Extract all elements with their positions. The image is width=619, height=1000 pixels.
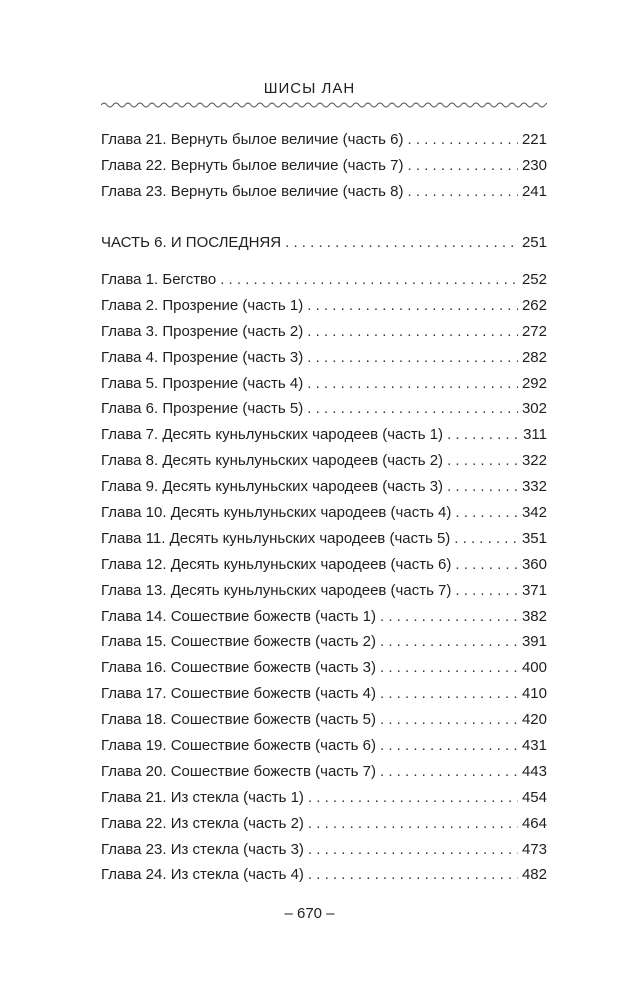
toc-entry-page: 302 [521, 400, 547, 418]
toc-entry-page: 454 [521, 788, 547, 806]
toc-entry-title: Глава 4. Прозрение (часть 3) [101, 348, 304, 366]
toc-leader-dots [380, 608, 518, 625]
toc-entry [101, 789, 547, 815]
toc-entry-title: Глава 16. Сошествие божеств (часть 3) [101, 659, 376, 677]
toc-leader-dots [308, 815, 518, 832]
toc-entry-page: 332 [521, 478, 547, 496]
toc-entry-page: 262 [521, 296, 547, 314]
toc-entry-title: Глава 21. Вернуть былое величие (часть 6) [101, 131, 404, 148]
toc-entry [101, 157, 547, 183]
toc-entry [101, 711, 547, 737]
toc-leader-dots [408, 131, 518, 148]
toc-entry-title: Глава 2. Прозрение (часть 1) [101, 296, 304, 314]
toc-leader-dots [447, 426, 519, 443]
toc-entry [101, 452, 547, 478]
toc-entry-title: Глава 24. Из стекла (часть 4) [101, 866, 304, 884]
toc-entry-page: 391 [521, 633, 547, 651]
toc-entry-title: Глава 18. Сошествие божеств (часть 5) [101, 711, 376, 729]
toc-entry-title: Глава 6. Прозрение (часть 5) [101, 400, 304, 418]
toc-entry-page: 221 [521, 131, 547, 148]
toc-entry-title: Глава 22. Вернуть былое величие (часть 7) [101, 156, 404, 174]
toc-entry-page: 272 [521, 322, 547, 340]
toc-leader-dots [307, 297, 518, 314]
toc-entry-title: Глава 21. Из стекла (часть 1) [101, 788, 304, 806]
toc-leader-dots [380, 685, 518, 702]
toc-entry-page: 241 [521, 182, 547, 200]
toc-leader-dots [408, 157, 518, 174]
toc-entry-title: Глава 23. Из стекла (часть 3) [101, 840, 304, 858]
toc-entry-page: 360 [521, 555, 547, 573]
toc-leader-dots [408, 183, 518, 200]
toc-entry-title: Глава 14. Сошествие божеств (часть 1) [101, 607, 376, 625]
toc-leader-dots [380, 659, 518, 676]
toc-entry [101, 131, 547, 157]
toc-leader-dots [307, 323, 518, 340]
toc-list-part5-tail [101, 131, 547, 209]
toc-entry-page: 431 [521, 737, 547, 755]
toc-entry [101, 375, 547, 401]
toc-entry-page: 342 [521, 504, 547, 522]
toc-entry [101, 659, 547, 685]
toc-leader-dots [454, 530, 518, 547]
toc-entry [101, 426, 547, 452]
toc-leader-dots [447, 478, 518, 495]
toc-entry-title: Глава 12. Десять куньлуньских чародеев (часть 6) [101, 555, 452, 573]
toc-entry-title: Глава 20. Сошествие божеств (часть 7) [101, 762, 376, 780]
toc-part-heading [101, 234, 547, 260]
toc-leader-dots [380, 737, 518, 754]
toc-leader-dots [447, 452, 518, 469]
toc-entry-title: Глава 1. Бегство [101, 271, 217, 288]
toc-entry-page: 230 [521, 156, 547, 174]
toc-leader-dots [308, 866, 518, 883]
running-header: ШИСЫ ЛАН [263, 80, 356, 97]
toc-entry-page: 282 [521, 348, 547, 366]
toc-entry-page: 473 [521, 840, 547, 858]
toc-entry-page: 400 [521, 659, 547, 677]
toc-leader-dots [307, 375, 518, 392]
toc-entry-title: Глава 11. Десять куньлуньских чародеев (часть 5) [101, 529, 451, 547]
toc-entry [101, 504, 547, 530]
toc-leader-dots [308, 789, 518, 806]
toc-entry-page: 311 [523, 426, 547, 444]
toc-entry [101, 556, 547, 582]
toc-entry [101, 763, 547, 789]
toc-entry [101, 866, 547, 892]
toc-leader-dots [455, 556, 518, 573]
toc-entry [101, 582, 547, 608]
toc-entry-title: Глава 17. Сошествие божеств (часть 4) [101, 685, 376, 703]
toc-entry [101, 530, 547, 556]
toc-entry-title: Глава 22. Из стекла (часть 2) [101, 814, 304, 832]
toc-entry-title: Глава 10. Десять куньлуньских чародеев (часть 4) [101, 504, 452, 522]
toc-entry-page: 371 [521, 581, 547, 599]
toc-entry-page: 410 [521, 685, 547, 703]
toc-entry-page: 443 [521, 762, 547, 780]
toc-entry-title: Глава 15. Сошествие божеств (часть 2) [101, 633, 376, 651]
toc-entry [101, 234, 547, 260]
toc-entry-title: Глава 3. Прозрение (часть 2) [101, 322, 304, 340]
toc-leader-dots [220, 271, 518, 288]
toc-entry [101, 183, 547, 209]
toc-entry-title: Глава 7. Десять куньлуньских чародеев (часть 1) [101, 426, 444, 444]
toc-entry-title: ЧАСТЬ 6. И ПОСЛЕДНЯЯ [101, 234, 282, 251]
page-number: – 670 – [284, 905, 335, 922]
toc-leader-dots [455, 504, 518, 521]
toc-entry-title: Глава 8. Десять куньлуньских чародеев (часть 2) [101, 452, 444, 470]
toc-entry [101, 737, 547, 763]
toc-entry [101, 349, 547, 375]
toc-entry-title: Глава 5. Прозрение (часть 4) [101, 374, 304, 392]
toc-entry-page: 464 [521, 814, 547, 832]
toc-entry-page: 252 [521, 271, 547, 288]
toc-entry-title: Глава 13. Десять куньлуньских чародеев (часть 7) [101, 581, 452, 599]
toc-leader-dots [307, 349, 518, 366]
toc-list-part6 [101, 271, 547, 892]
toc-entry-title: Глава 23. Вернуть былое величие (часть 8) [101, 182, 404, 200]
toc-entry-page: 251 [521, 234, 547, 251]
toc-leader-dots [285, 234, 518, 251]
toc-entry [101, 815, 547, 841]
toc-entry-page: 292 [521, 374, 547, 392]
toc-leader-dots [307, 400, 518, 417]
toc-leader-dots [455, 582, 518, 599]
toc-entry-title: Глава 9. Десять куньлуньских чародеев (часть 3) [101, 478, 444, 496]
toc-entry [101, 685, 547, 711]
toc-entry [101, 400, 547, 426]
toc-entry-page: 420 [521, 711, 547, 729]
toc-entry [101, 271, 547, 297]
toc-entry [101, 323, 547, 349]
toc-entry-title: Глава 19. Сошествие божеств (часть 6) [101, 737, 376, 755]
wavy-divider [101, 100, 547, 110]
toc-leader-dots [308, 841, 518, 858]
toc-leader-dots [380, 763, 518, 780]
toc-entry [101, 608, 547, 634]
toc-entry [101, 297, 547, 323]
toc-entry-page: 351 [521, 529, 547, 547]
toc-entry-page: 382 [521, 607, 547, 625]
toc-entry [101, 633, 547, 659]
toc-entry [101, 478, 547, 504]
toc-leader-dots [380, 711, 518, 728]
toc-leader-dots [380, 633, 518, 650]
toc-entry-page: 482 [521, 866, 547, 884]
toc-entry [101, 841, 547, 867]
toc-entry-page: 322 [521, 452, 547, 470]
